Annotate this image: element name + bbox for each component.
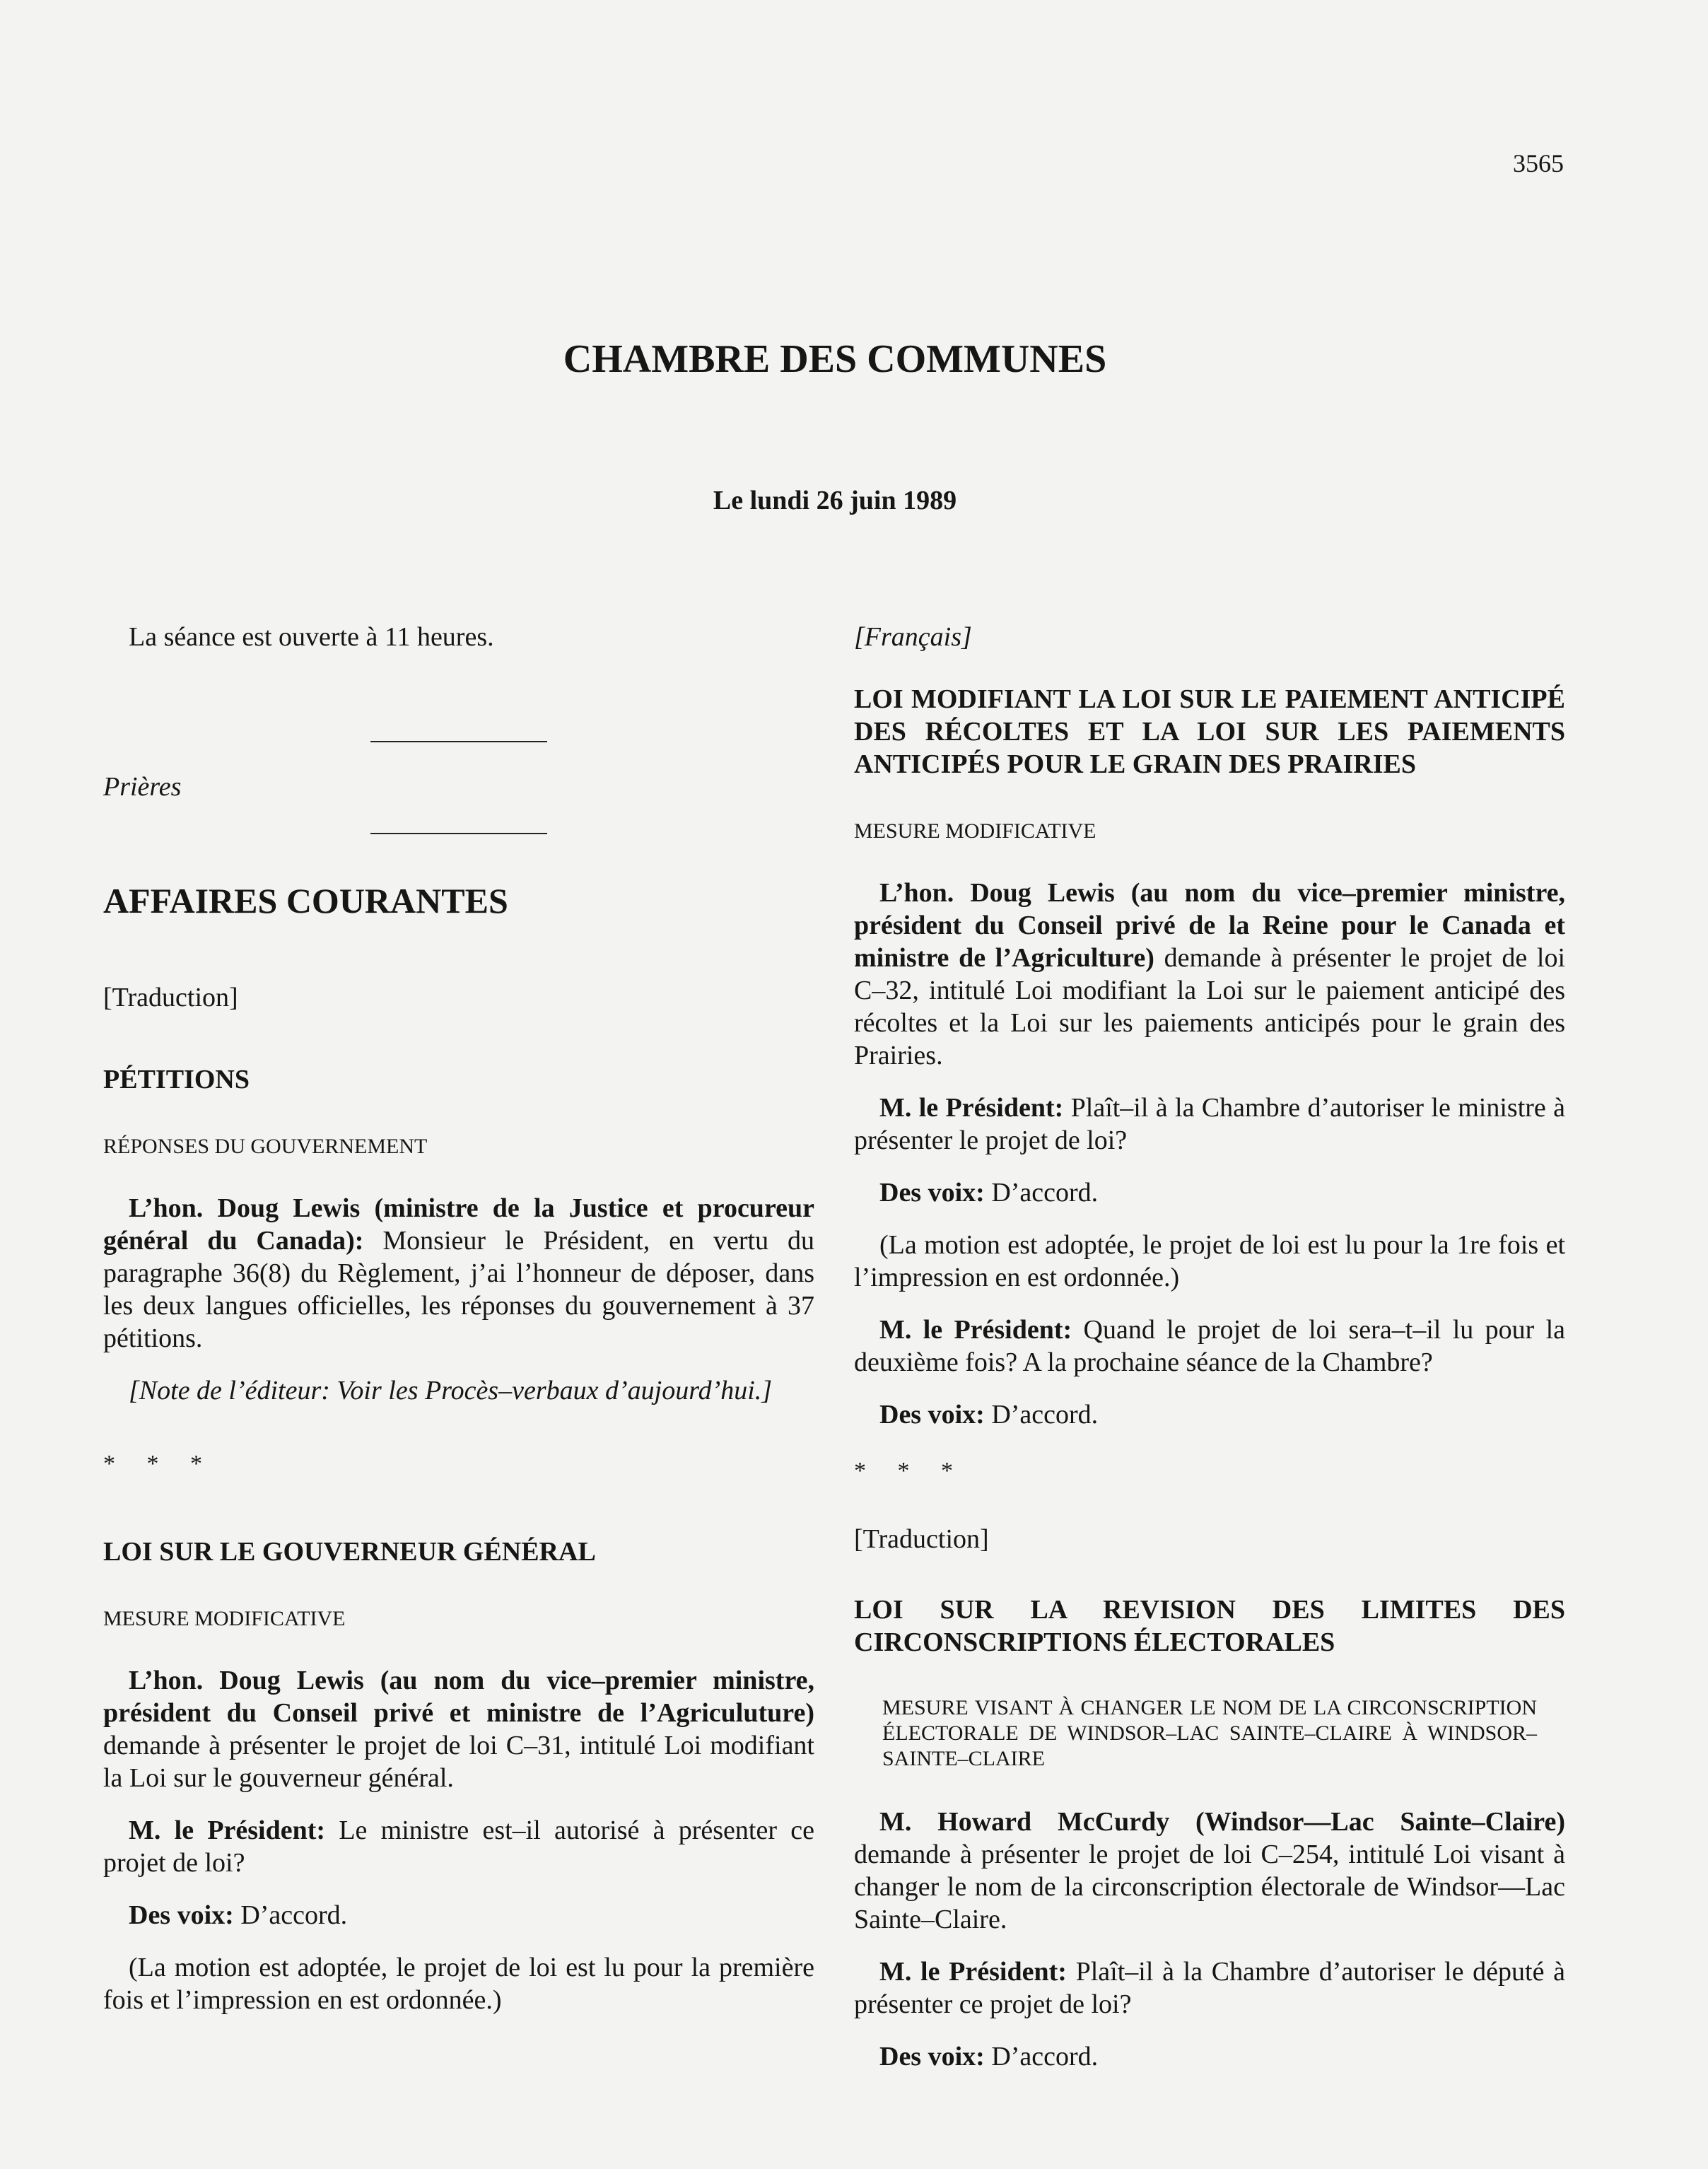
speaker-label: M. le Président:	[879, 1315, 1072, 1345]
speaker-label: M. le Président:	[879, 1093, 1064, 1123]
petitions-heading: PÉTITIONS	[103, 1065, 250, 1094]
paragraph-text: Le ministre est–il autorisé à présenter ce projet de loi?	[103, 1816, 814, 1878]
petitions-paragraph	[103, 1192, 814, 1355]
section-separator: * * *	[854, 1458, 966, 1484]
opening-line: La séance est ouverte à 11 heures.	[129, 622, 494, 652]
paragraph-text: demande à présenter le projet de loi C–31, intitulé Loi modifiant la Loi sur le gouverneur général.	[103, 1731, 814, 1793]
translation-tag: [Traduction]	[103, 983, 238, 1012]
crop-payments-heading: LOI MODIFIANT LA LOI SUR LE PAIEMENT ANTICIPÉ DES RÉCOLTES ET LA LOI SUR LES PAIEMENTS ANTICIPÉS POUR LE GRAIN DES PRAIRIES	[854, 684, 1565, 779]
speaker-name: L’hon. Doug Lewis (au nom du vice–premier ministre, président du Conseil privé de la Reine pour le Canada et ministre de l’Agriculture)	[854, 878, 1565, 973]
paragraph-text: Quand le projet de loi sera–t–il lu pour la deuxième fois? A la prochaine séance de la Chambre?	[854, 1315, 1565, 1377]
gg-heading: LOI SUR LE GOUVERNEUR GÉNÉRAL	[103, 1537, 596, 1567]
paragraph-text: Plaît–il à la Chambre d’autoriser le ministre à présenter le projet de loi?	[854, 1093, 1565, 1155]
paragraph-text: Plaît–il à la Chambre d’autoriser le député à présenter ce projet de loi?	[854, 1957, 1566, 2019]
speaker-name: L’hon. Doug Lewis (au nom du vice–premier ministre, président du Conseil privé et ministre de l’Agriculuture)	[103, 1666, 814, 1728]
speaker-question	[854, 1955, 1565, 2021]
speaker-name: L’hon. Doug Lewis (ministre de la Justice et procureur général du Canada):	[103, 1193, 814, 1256]
voices-label: Des voix:	[879, 1178, 985, 1208]
paragraph-text: D’accord.	[984, 2042, 1099, 2071]
voices-label: Des voix:	[879, 1400, 985, 1430]
sitting-date: Le lundi 26 juin 1989	[713, 486, 957, 515]
ridings-heading: LOI SUR LA REVISION DES LIMITES DES CIRCONSCRIPTIONS ÉLECTORALES	[854, 1595, 1565, 1657]
speaker-label: M. le Président:	[879, 1957, 1067, 1987]
paragraph-text: Monsieur le Président, en vertu du paragraphe 36(8) du Règlement, j’ai l’honneur de déposer, dans les deux langues officielles, les réponses du gouvernement à 37 pétitions.	[103, 1226, 815, 1353]
french-tag: [Français]	[854, 622, 972, 652]
left-column	[103, 621, 814, 2036]
ridings-subheading: MESURE VISANT À CHANGER LE NOM DE LA CIRCONSCRIPTION ÉLECTORALE DE WINDSOR–LAC SAINTE–CLAIRE À WINDSOR–SAINTE–CLAIRE	[882, 1696, 1537, 1770]
paragraph-text: demande à présenter le projet de loi C–32, intitulé Loi modifiant la Loi sur le paiement anticipé des récoltes et la Loi sur les paiements anticipés pour le grain des Prairies.	[854, 943, 1565, 1070]
voices-reply	[854, 1176, 1565, 1209]
routine-heading: AFFAIRES COURANTES	[103, 881, 508, 920]
voices-reply	[103, 1899, 814, 1931]
motion-result: (La motion est adoptée, le projet de loi est lu pour la première fois et l’impression en est ordonnée.)	[103, 1953, 814, 2015]
crop-payments-paragraph	[854, 877, 1565, 1072]
page-title: CHAMBRE DES COMMUNES	[563, 337, 1107, 381]
prayers-label: Prières	[103, 772, 182, 802]
speaker-question	[103, 1814, 814, 1879]
voices-reply	[854, 2040, 1565, 2073]
voices-reply	[854, 1398, 1565, 1431]
translation-tag: [Traduction]	[854, 1524, 989, 1554]
paragraph-text: D’accord.	[984, 1178, 1099, 1208]
crop-payments-subheading: MESURE MODIFICATIVE	[854, 819, 1096, 843]
speaker-question	[854, 1314, 1565, 1379]
speaker-name: M. Howard McCurdy (Windsor—Lac Sainte–Claire)	[879, 1807, 1565, 1837]
paragraph-text: D’accord.	[984, 1400, 1099, 1430]
petitions-subheading: RÉPONSES DU GOUVERNEMENT	[103, 1135, 428, 1158]
right-column	[854, 621, 1565, 2093]
paragraph-text: demande à présenter le projet de loi C–254, intitulé Loi visant à changer le nom de la circonscription électorale de Windsor—Lac Sainte–Claire.	[854, 1840, 1565, 1934]
speaker-label: M. le Président:	[129, 1816, 326, 1845]
ridings-paragraph	[854, 1806, 1565, 1936]
page-number: 3565	[1513, 149, 1564, 177]
voices-label: Des voix:	[879, 2042, 985, 2071]
motion-result: (La motion est adoptée, le projet de loi est lu pour la 1re fois et l’impression en est ordonnée.)	[854, 1230, 1565, 1292]
section-separator: * * *	[103, 1451, 215, 1477]
gg-subheading: MESURE MODIFICATIVE	[103, 1607, 346, 1630]
paragraph-text: D’accord.	[233, 1900, 348, 1930]
gg-paragraph	[103, 1664, 814, 1794]
editor-note: [Note de l’éditeur: Voir les Procès–verbaux d’aujourd’hui.]	[129, 1376, 773, 1405]
speaker-question	[854, 1092, 1565, 1157]
voices-label: Des voix:	[129, 1900, 234, 1930]
